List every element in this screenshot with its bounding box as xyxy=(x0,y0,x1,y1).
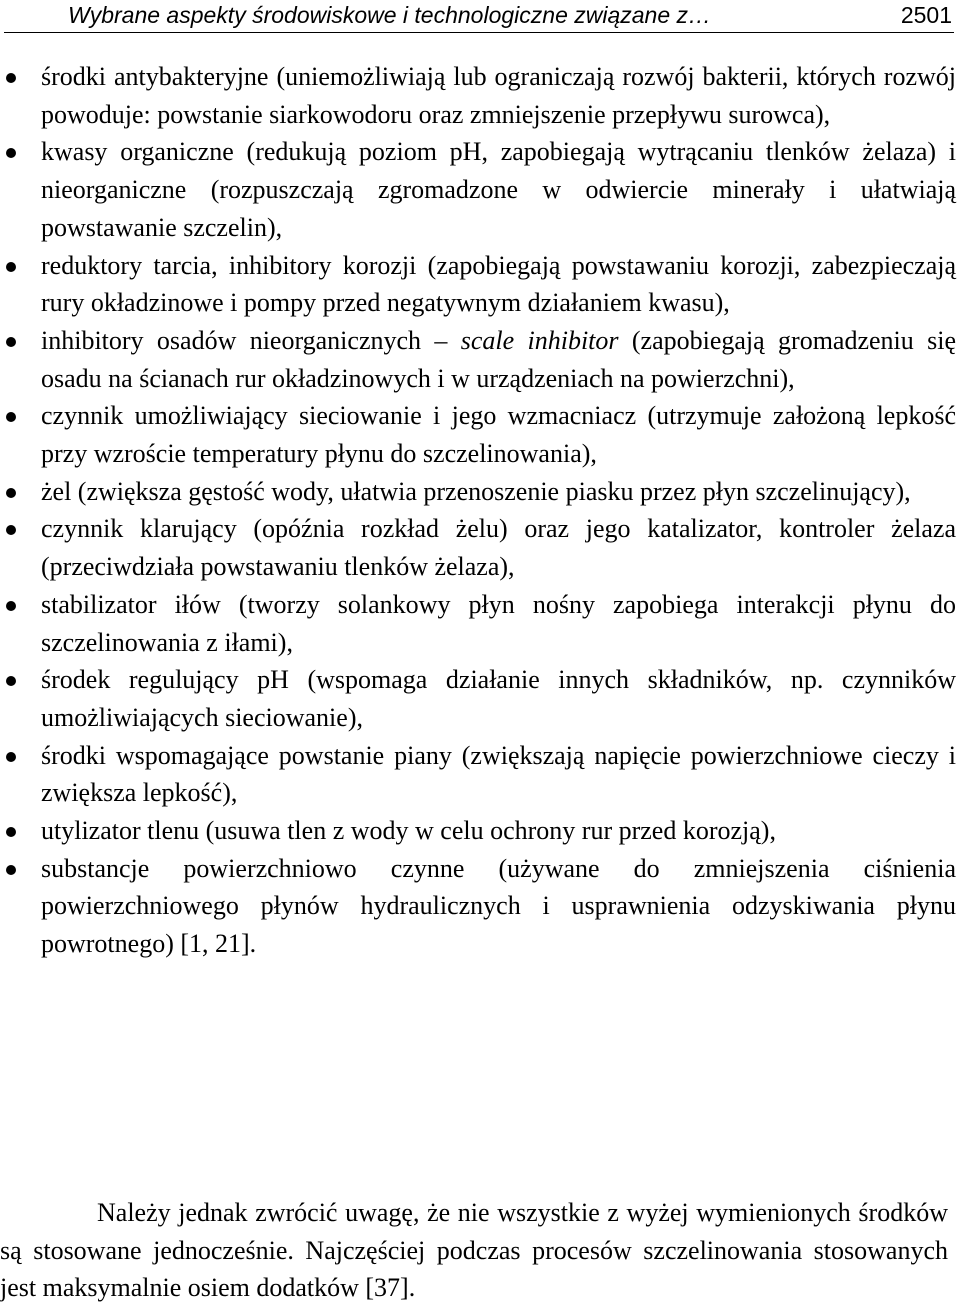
list-item-text: utylizator tlenu (usuwa tlen z wody w celu ochrony rur przed korozją), xyxy=(41,816,776,846)
bullet-icon xyxy=(6,676,16,686)
additives-list xyxy=(0,58,956,963)
bullet-icon xyxy=(6,148,16,158)
bullet-icon xyxy=(6,525,16,535)
list-item-text-end: (zapobiegają gromadzeniu się osadu na ścianach rur okładzinowych i w urządzeniach na powierzchni), xyxy=(41,325,956,393)
bullet-icon xyxy=(6,865,16,875)
bullet-icon xyxy=(6,827,16,837)
bullet-icon xyxy=(6,752,16,762)
bullet-icon xyxy=(6,73,16,83)
list-item-text: czynnik umożliwiający sieciowanie i jego wzmacniacz (utrzymuje założoną lepkość przy wzroście temperatury płynu do szczelinowania), xyxy=(41,401,956,469)
bullet-icon xyxy=(6,337,16,347)
bullet-icon xyxy=(6,488,16,498)
list-item-text-start: inhibitory osadów nieorganicznych – xyxy=(41,325,461,355)
list-item-text: żel (zwiększa gęstość wody, ułatwia przenoszenie piasku przez płyn szczelinujący), xyxy=(41,476,911,506)
list-item xyxy=(0,850,956,963)
list-item xyxy=(0,473,956,511)
list-item xyxy=(0,737,956,812)
bullet-icon xyxy=(6,262,16,272)
page-number: 2501 xyxy=(900,2,952,28)
bullet-icon xyxy=(6,601,16,611)
list-item-text: reduktory tarcia, inhibitory korozji (zapobiegają powstawaniu korozji, zabezpieczają rury okładzinowe i pompy przed negatywnym działaniem kwasu), xyxy=(41,250,956,318)
list-item xyxy=(0,322,956,397)
running-header xyxy=(4,0,954,33)
list-item-text: stabilizator iłów (tworzy solankowy płyn nośny zapobiega interakcji płynu do szczelinowania z iłami), xyxy=(41,589,956,657)
closing-paragraph: Należy jednak zwrócić uwagę, że nie wszystkie z wyżej wymienionych środków są stosowane jednocześnie. Najczęściej podczas procesów szczelinowania stosowanych jest maksymalnie osiem dodatków [37]. xyxy=(0,1198,948,1303)
list-item xyxy=(0,510,956,585)
list-item xyxy=(0,397,956,472)
list-item xyxy=(0,586,956,661)
list-item-text: środki wspomagające powstanie piany (zwiększają napięcie powierzchniowe cieczy i zwiększa lepkość), xyxy=(41,740,956,808)
list-item-text: czynnik klarujący (opóźnia rozkład żelu) oraz jego katalizator, kontroler żelaza (przeciwdziała powstawaniu tlenków żelaza), xyxy=(41,514,956,582)
list-item-italic-term: scale inhibitor xyxy=(460,325,619,355)
list-item xyxy=(0,812,956,850)
header-title: Wybrane aspekty środowiskowe i technologiczne związane z… xyxy=(68,2,712,28)
list-item xyxy=(0,58,956,133)
list-item xyxy=(0,133,956,246)
list-item-text: kwasy organiczne (redukują poziom pH, zapobiegają wytrącaniu tlenków żelaza) i nieorganiczne (rozpuszczają zgromadzone w odwiercie minerały i ułatwiają powstawanie szczelin), xyxy=(41,137,956,242)
list-item-text: substancje powierzchniowo czynne (używane do zmniejszenia ciśnienia powierzchniowego płynów hydraulicznych i usprawnienia odzyskiwania płynu powrotnego) [1, 21]. xyxy=(41,853,956,959)
list-item-text: środek regulujący pH (wspomaga działanie innych składników, np. czynników umożliwiających sieciowanie), xyxy=(41,665,956,732)
list-item-text: środki antybakteryjne (uniemożliwiają lub ograniczają rozwój bakterii, których rozwój powoduje: powstanie siarkowodoru oraz zmniejszenie przepływu surowca), xyxy=(41,62,956,129)
list-item xyxy=(0,247,956,322)
list-item xyxy=(0,661,956,736)
bullet-icon xyxy=(6,412,16,422)
